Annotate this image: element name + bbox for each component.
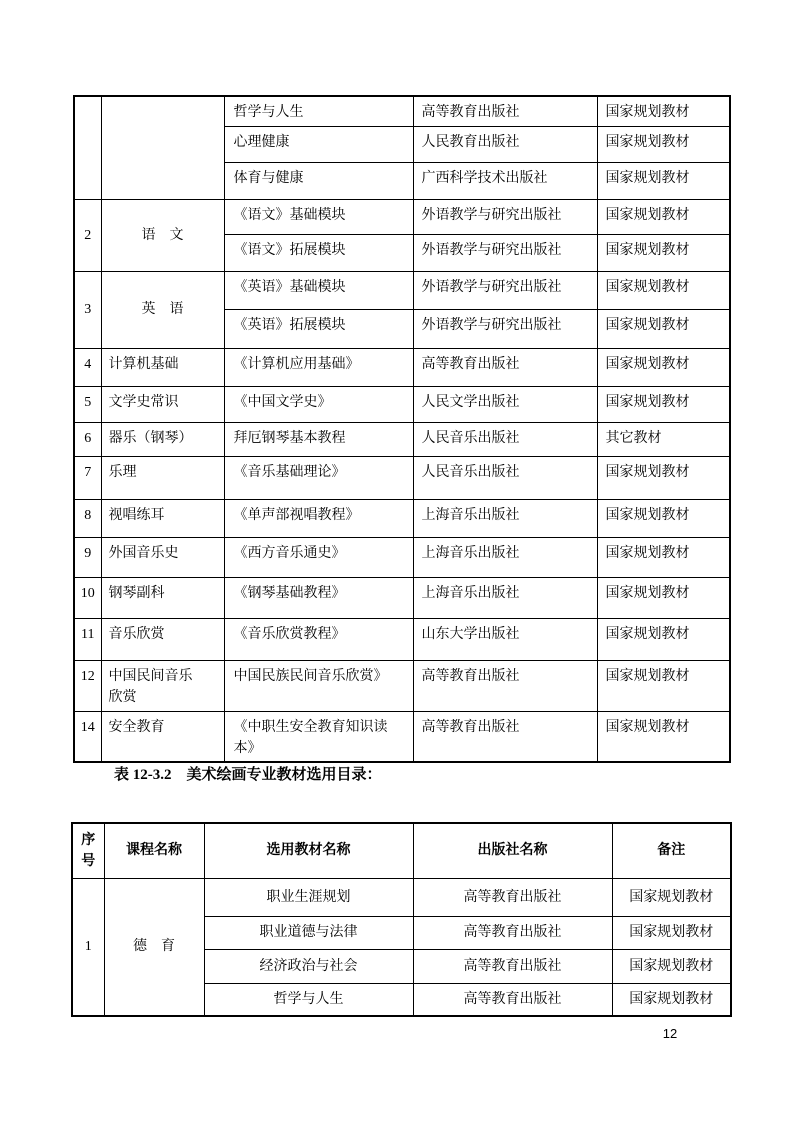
remark-cell: 国家规划教材 — [597, 126, 730, 162]
publisher-name-cell: 高等教育出版社 — [413, 660, 597, 711]
publisher-name-cell: 高等教育出版社 — [413, 96, 597, 126]
textbook-name-cell: 体育与健康 — [224, 162, 413, 199]
table-row — [74, 348, 730, 386]
table-header-row — [72, 823, 731, 878]
table-row — [74, 537, 730, 577]
publisher-name-cell: 外语教学与研究出版社 — [413, 271, 597, 309]
table-row — [74, 422, 730, 456]
textbook-name-cell: 拜厄钢琴基本教程 — [224, 422, 413, 456]
table-row — [74, 499, 730, 537]
publisher-name-cell: 高等教育出版社 — [413, 983, 612, 1016]
table-caption: 表 12-3.2 美术绘画专业教材选用目录： — [114, 767, 382, 783]
remark-cell: 国家规划教材 — [597, 456, 730, 499]
publisher-name-cell: 高等教育出版社 — [413, 949, 612, 983]
publisher-name-cell: 外语教学与研究出版社 — [413, 309, 597, 348]
table-row — [74, 711, 730, 762]
publisher-name-cell: 高等教育出版社 — [413, 878, 612, 916]
table-row — [74, 199, 730, 234]
table-row — [74, 386, 730, 422]
publisher-name-cell: 人民音乐出版社 — [413, 456, 597, 499]
remark-cell: 国家规划教材 — [597, 537, 730, 577]
course-name-cell: 英 语 — [101, 271, 224, 348]
publisher-name-cell: 上海音乐出版社 — [413, 499, 597, 537]
table-row — [74, 96, 730, 126]
column-header: 备注 — [612, 823, 731, 878]
course-name-cell: 语 文 — [101, 199, 224, 271]
table-row — [74, 660, 730, 711]
publisher-name-cell: 高等教育出版社 — [413, 348, 597, 386]
textbook-name-cell: 《单声部视唱教程》 — [224, 499, 413, 537]
textbook-name-cell: 《音乐基础理论》 — [224, 456, 413, 499]
publisher-name-cell: 外语教学与研究出版社 — [413, 199, 597, 234]
course-name-cell: 钢琴副科 — [101, 577, 224, 618]
textbook-name-cell: 《西方音乐通史》 — [224, 537, 413, 577]
serial-number-cell: 7 — [74, 456, 101, 499]
serial-number-cell: 5 — [74, 386, 101, 422]
remark-cell: 国家规划教材 — [597, 618, 730, 660]
serial-number-cell: 1 — [72, 878, 104, 1016]
textbook-name-cell: 《中职生安全教育知识读本》 — [224, 711, 413, 762]
column-header: 课程名称 — [104, 823, 204, 878]
remark-cell: 国家规划教材 — [597, 271, 730, 309]
table-row — [74, 618, 730, 660]
remark-cell: 国家规划教材 — [597, 711, 730, 762]
textbook-name-cell: 《钢琴基础教程》 — [224, 577, 413, 618]
publisher-name-cell: 高等教育出版社 — [413, 711, 597, 762]
course-name-cell: 外国音乐史 — [101, 537, 224, 577]
column-header: 出版社名称 — [413, 823, 612, 878]
serial-number-cell — [74, 96, 101, 199]
page-number: 12 — [662, 1026, 678, 1041]
textbook-name-cell: 《计算机应用基础》 — [224, 348, 413, 386]
textbook-name-cell: 职业生涯规划 — [204, 878, 413, 916]
serial-number-cell: 12 — [74, 660, 101, 711]
textbook-name-cell: 经济政治与社会 — [204, 949, 413, 983]
textbook-name-cell: 中国民族民间音乐欣赏》 — [224, 660, 413, 711]
table-row — [74, 456, 730, 499]
remark-cell: 国家规划教材 — [597, 499, 730, 537]
publisher-name-cell: 外语教学与研究出版社 — [413, 234, 597, 271]
remark-cell: 其它教材 — [597, 422, 730, 456]
publisher-name-cell: 山东大学出版社 — [413, 618, 597, 660]
remark-cell: 国家规划教材 — [597, 348, 730, 386]
course-name-cell: 德 育 — [104, 878, 204, 1016]
course-name-cell: 安全教育 — [101, 711, 224, 762]
remark-cell: 国家规划教材 — [612, 949, 731, 983]
textbook-name-cell: 《语文》拓展模块 — [224, 234, 413, 271]
course-name-cell: 视唱练耳 — [101, 499, 224, 537]
table-row — [74, 577, 730, 618]
remark-cell: 国家规划教材 — [612, 878, 731, 916]
remark-cell: 国家规划教材 — [597, 660, 730, 711]
textbook-name-cell: 哲学与人生 — [224, 96, 413, 126]
course-name-cell: 计算机基础 — [101, 348, 224, 386]
textbook-name-cell: 《中国文学史》 — [224, 386, 413, 422]
column-header: 选用教材名称 — [204, 823, 413, 878]
textbook-name-cell: 心理健康 — [224, 126, 413, 162]
table-row — [72, 878, 731, 916]
serial-number-cell: 6 — [74, 422, 101, 456]
remark-cell: 国家规划教材 — [597, 162, 730, 199]
remark-cell: 国家规划教材 — [597, 199, 730, 234]
remark-cell: 国家规划教材 — [597, 234, 730, 271]
serial-number-cell: 3 — [74, 271, 101, 348]
course-name-cell: 音乐欣赏 — [101, 618, 224, 660]
course-name-cell: 器乐（钢琴） — [101, 422, 224, 456]
table-row — [74, 271, 730, 309]
publisher-name-cell: 高等教育出版社 — [413, 916, 612, 949]
remark-cell: 国家规划教材 — [612, 916, 731, 949]
remark-cell: 国家规划教材 — [597, 386, 730, 422]
textbook-name-cell: 《英语》拓展模块 — [224, 309, 413, 348]
music-major-textbook-table — [73, 95, 731, 763]
column-header: 序号 — [72, 823, 104, 878]
serial-number-cell: 10 — [74, 577, 101, 618]
course-name-cell — [101, 96, 224, 199]
publisher-name-cell: 广西科学技术出版社 — [413, 162, 597, 199]
publisher-name-cell: 人民音乐出版社 — [413, 422, 597, 456]
serial-number-cell: 4 — [74, 348, 101, 386]
remark-cell: 国家规划教材 — [597, 96, 730, 126]
publisher-name-cell: 人民文学出版社 — [413, 386, 597, 422]
publisher-name-cell: 上海音乐出版社 — [413, 537, 597, 577]
serial-number-cell: 2 — [74, 199, 101, 271]
remark-cell: 国家规划教材 — [612, 983, 731, 1016]
textbook-name-cell: 职业道德与法律 — [204, 916, 413, 949]
serial-number-cell: 14 — [74, 711, 101, 762]
serial-number-cell: 11 — [74, 618, 101, 660]
art-major-textbook-table — [71, 822, 732, 1017]
textbook-name-cell: 哲学与人生 — [204, 983, 413, 1016]
textbook-name-cell: 《音乐欣赏教程》 — [224, 618, 413, 660]
serial-number-cell: 9 — [74, 537, 101, 577]
textbook-name-cell: 《语文》基础模块 — [224, 199, 413, 234]
remark-cell: 国家规划教材 — [597, 577, 730, 618]
course-name-cell: 中国民间音乐欣赏 — [101, 660, 224, 711]
course-name-cell: 文学史常识 — [101, 386, 224, 422]
remark-cell: 国家规划教材 — [597, 309, 730, 348]
textbook-name-cell: 《英语》基础模块 — [224, 271, 413, 309]
course-name-cell: 乐理 — [101, 456, 224, 499]
publisher-name-cell: 上海音乐出版社 — [413, 577, 597, 618]
serial-number-cell: 8 — [74, 499, 101, 537]
publisher-name-cell: 人民教育出版社 — [413, 126, 597, 162]
